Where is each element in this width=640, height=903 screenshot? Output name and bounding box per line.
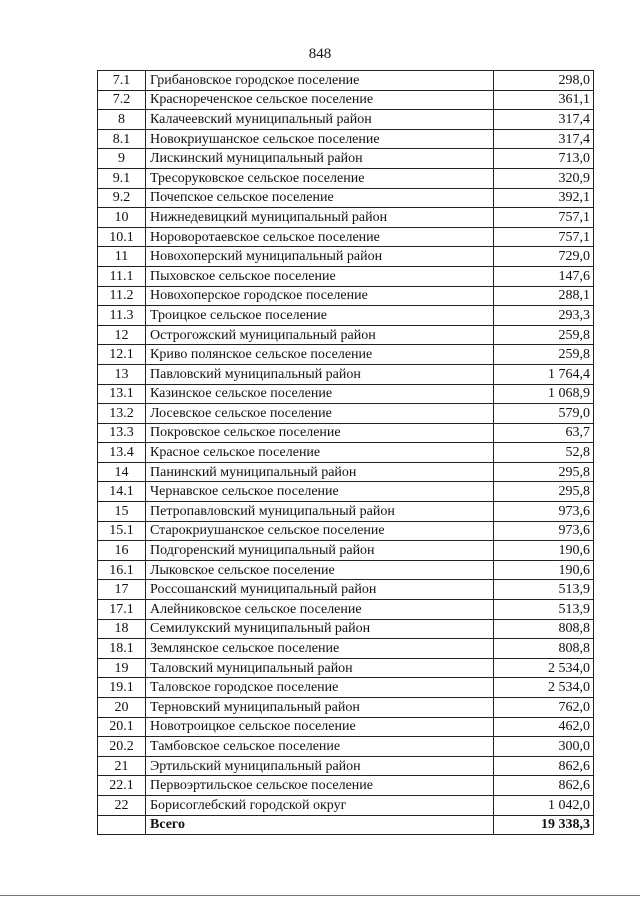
row-name: Острогожский муниципальный район <box>146 325 494 345</box>
row-number: 19 <box>98 658 146 678</box>
row-value: 1 764,4 <box>494 364 594 384</box>
row-value: 392,1 <box>494 188 594 208</box>
row-name: Павловский муниципальный район <box>146 364 494 384</box>
row-name: Краснореченское сельское поселение <box>146 90 494 110</box>
row-number: 12.1 <box>98 345 146 365</box>
table-row <box>98 521 594 541</box>
row-name: Чернавское сельское поселение <box>146 482 494 502</box>
table-row <box>98 110 594 130</box>
row-name: Красное сельское поселение <box>146 443 494 463</box>
row-number: 22.1 <box>98 776 146 796</box>
row-name: Новотроицкое сельское поселение <box>146 717 494 737</box>
table-row <box>98 619 594 639</box>
row-number: 10 <box>98 208 146 228</box>
table-row <box>98 580 594 600</box>
row-number: 13.2 <box>98 404 146 424</box>
row-value: 295,8 <box>494 462 594 482</box>
row-value: 317,4 <box>494 110 594 130</box>
row-value: 288,1 <box>494 286 594 306</box>
row-number: 7.2 <box>98 90 146 110</box>
table-row <box>98 149 594 169</box>
row-value: 190,6 <box>494 560 594 580</box>
row-name: Лосевское сельское поселение <box>146 404 494 424</box>
total-value: 19 338,3 <box>494 815 594 835</box>
row-number: 17 <box>98 580 146 600</box>
row-value: 1 042,0 <box>494 795 594 815</box>
total-label: Всего <box>146 815 494 835</box>
table-row <box>98 541 594 561</box>
row-name: Семилукский муниципальный район <box>146 619 494 639</box>
row-name: Первоэртильское сельское поселение <box>146 776 494 796</box>
row-value: 973,6 <box>494 521 594 541</box>
row-number: 20 <box>98 698 146 718</box>
row-number: 8 <box>98 110 146 130</box>
row-value: 729,0 <box>494 247 594 267</box>
table-row <box>98 462 594 482</box>
row-value: 462,0 <box>494 717 594 737</box>
row-number: 9.1 <box>98 168 146 188</box>
total-row <box>98 815 594 835</box>
row-value: 52,8 <box>494 443 594 463</box>
row-name: Алейниковское сельское поселение <box>146 600 494 620</box>
row-number: 15 <box>98 502 146 522</box>
allocation-table <box>97 70 594 835</box>
row-value: 317,4 <box>494 129 594 149</box>
row-name: Новохоперский муниципальный район <box>146 247 494 267</box>
table-row <box>98 737 594 757</box>
row-name: Панинский муниципальный район <box>146 462 494 482</box>
row-name: Лыковское сельское поселение <box>146 560 494 580</box>
row-name: Калачеевский муниципальный район <box>146 110 494 130</box>
table-row <box>98 129 594 149</box>
row-value: 2 534,0 <box>494 678 594 698</box>
table-body <box>98 71 594 835</box>
table-row <box>98 502 594 522</box>
row-number: 19.1 <box>98 678 146 698</box>
row-name: Новохоперское городское поселение <box>146 286 494 306</box>
row-number: 20.2 <box>98 737 146 757</box>
row-name: Подгоренский муниципальный район <box>146 541 494 561</box>
row-number: 11 <box>98 247 146 267</box>
row-name: Петропавловский муниципальный район <box>146 502 494 522</box>
row-value: 757,1 <box>494 227 594 247</box>
row-number: 11.2 <box>98 286 146 306</box>
row-number: 13.3 <box>98 423 146 443</box>
row-value: 293,3 <box>494 306 594 326</box>
table-row <box>98 443 594 463</box>
row-number: 8.1 <box>98 129 146 149</box>
row-number: 17.1 <box>98 600 146 620</box>
row-number: 21 <box>98 756 146 776</box>
table-row <box>98 364 594 384</box>
table-row <box>98 325 594 345</box>
row-number: 12 <box>98 325 146 345</box>
row-number: 22 <box>98 795 146 815</box>
table-row <box>98 247 594 267</box>
row-value: 973,6 <box>494 502 594 522</box>
row-name: Троицкое сельское поселение <box>146 306 494 326</box>
table-row <box>98 423 594 443</box>
row-number: 14.1 <box>98 482 146 502</box>
row-number: 18.1 <box>98 639 146 659</box>
row-name: Лискинский муниципальный район <box>146 149 494 169</box>
row-value: 808,8 <box>494 639 594 659</box>
row-number: 11.3 <box>98 306 146 326</box>
row-number: 7.1 <box>98 71 146 91</box>
row-name: Борисоглебский городской округ <box>146 795 494 815</box>
table-row <box>98 345 594 365</box>
row-value: 713,0 <box>494 149 594 169</box>
row-number: 15.1 <box>98 521 146 541</box>
row-name: Тресоруковское сельское поселение <box>146 168 494 188</box>
row-number: 18 <box>98 619 146 639</box>
row-value: 757,1 <box>494 208 594 228</box>
table-row <box>98 678 594 698</box>
row-value: 295,8 <box>494 482 594 502</box>
row-name: Старокриушанское сельское поселение <box>146 521 494 541</box>
row-name: Покровское сельское поселение <box>146 423 494 443</box>
row-value: 579,0 <box>494 404 594 424</box>
row-name: Нижнедевицкий муниципальный район <box>146 208 494 228</box>
row-name: Новокриушанское сельское поселение <box>146 129 494 149</box>
row-name: Землянское сельское поселение <box>146 639 494 659</box>
row-number: 13 <box>98 364 146 384</box>
row-number: 14 <box>98 462 146 482</box>
total-number <box>98 815 146 835</box>
table-row <box>98 698 594 718</box>
table-row <box>98 404 594 424</box>
row-name: Тамбовское сельское поселение <box>146 737 494 757</box>
row-value: 147,6 <box>494 266 594 286</box>
table-row <box>98 776 594 796</box>
row-name: Таловский муниципальный район <box>146 658 494 678</box>
row-value: 2 534,0 <box>494 658 594 678</box>
row-value: 862,6 <box>494 776 594 796</box>
row-value: 762,0 <box>494 698 594 718</box>
table-row <box>98 560 594 580</box>
table-row <box>98 168 594 188</box>
row-number: 10.1 <box>98 227 146 247</box>
row-number: 13.4 <box>98 443 146 463</box>
row-value: 320,9 <box>494 168 594 188</box>
row-value: 259,8 <box>494 325 594 345</box>
table-row <box>98 90 594 110</box>
table-row <box>98 482 594 502</box>
row-value: 361,1 <box>494 90 594 110</box>
page-number: 848 <box>308 46 332 62</box>
row-name: Пыховское сельское поселение <box>146 266 494 286</box>
row-name: Таловское городское поселение <box>146 678 494 698</box>
table-row <box>98 188 594 208</box>
row-name: Нороворотаевское сельское поселение <box>146 227 494 247</box>
table-row <box>98 266 594 286</box>
row-value: 259,8 <box>494 345 594 365</box>
row-name: Криво полянское сельское поселение <box>146 345 494 365</box>
table-row <box>98 71 594 91</box>
row-value: 298,0 <box>494 71 594 91</box>
row-name: Почепское сельское поселение <box>146 188 494 208</box>
table-row <box>98 639 594 659</box>
table-row <box>98 795 594 815</box>
table-row <box>98 384 594 404</box>
row-name: Россошанский муниципальный район <box>146 580 494 600</box>
row-number: 11.1 <box>98 266 146 286</box>
row-number: 20.1 <box>98 717 146 737</box>
table-row <box>98 717 594 737</box>
table-row <box>98 306 594 326</box>
table-row <box>98 600 594 620</box>
table-row <box>98 208 594 228</box>
table-row <box>98 756 594 776</box>
row-name: Терновский муниципальный район <box>146 698 494 718</box>
row-name: Казинское сельское поселение <box>146 384 494 404</box>
row-number: 9 <box>98 149 146 169</box>
row-value: 63,7 <box>494 423 594 443</box>
row-number: 13.1 <box>98 384 146 404</box>
row-value: 513,9 <box>494 580 594 600</box>
row-number: 9.2 <box>98 188 146 208</box>
row-name: Грибановское городское поселение <box>146 71 494 91</box>
table-row <box>98 286 594 306</box>
row-value: 1 068,9 <box>494 384 594 404</box>
row-name: Эртильский муниципальный район <box>146 756 494 776</box>
table-row <box>98 658 594 678</box>
row-number: 16 <box>98 541 146 561</box>
row-value: 862,6 <box>494 756 594 776</box>
table-row <box>98 227 594 247</box>
row-value: 513,9 <box>494 600 594 620</box>
row-number: 16.1 <box>98 560 146 580</box>
row-value: 300,0 <box>494 737 594 757</box>
row-value: 190,6 <box>494 541 594 561</box>
row-value: 808,8 <box>494 619 594 639</box>
bottom-rule <box>0 895 640 896</box>
